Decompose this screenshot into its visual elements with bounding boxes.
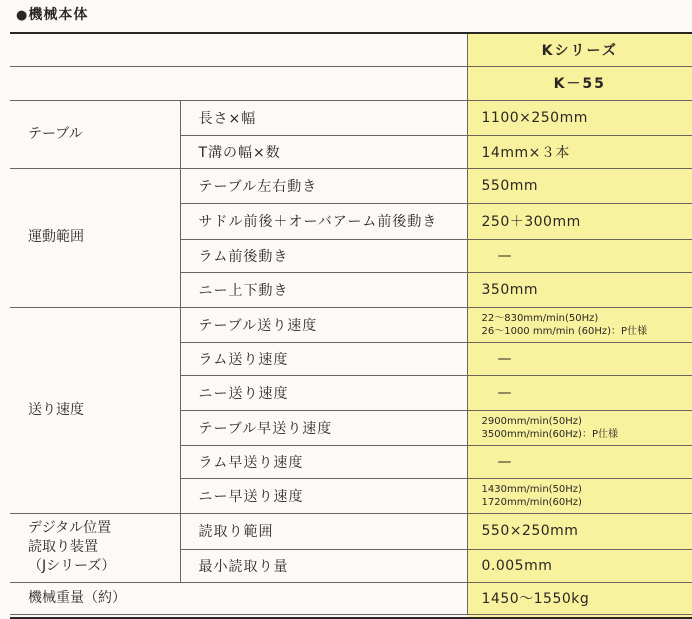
item-value: 14mm×３本 xyxy=(467,135,692,168)
category-label: （Jシリーズ） xyxy=(28,558,116,574)
item-label: ラム送り速度 xyxy=(180,342,467,375)
category-label: 運動範囲 xyxy=(28,229,84,245)
item-label: ニー上下動き xyxy=(180,272,467,307)
section-title: 機械本体 xyxy=(28,7,89,23)
item-value: 250＋300mm xyxy=(467,203,692,239)
item-label: ラム早送り速度 xyxy=(180,445,467,478)
item-label: テーブル送り速度 xyxy=(180,307,467,342)
value-line: 3500mm/min(60Hz)：P仕様 xyxy=(481,428,618,440)
item-label: テーブル左右動き xyxy=(180,168,467,203)
value-line: 2900mm/min(50Hz) xyxy=(481,415,582,427)
category-cell xyxy=(10,100,180,168)
item-value: 550×250mm xyxy=(467,513,692,549)
category-cell xyxy=(10,168,180,307)
value-line: 1430mm/min(50Hz) xyxy=(481,483,582,495)
item-value: 350mm xyxy=(467,272,692,307)
item-value: 1100×250mm xyxy=(467,100,692,135)
category-label: 読取り装置 xyxy=(28,539,98,555)
header-blank xyxy=(180,34,467,66)
item-label: 最小読取り量 xyxy=(180,549,467,582)
weight-row xyxy=(10,582,692,614)
value-line: 1720mm/min(60Hz) xyxy=(481,496,582,508)
category-label: デジタル位置 xyxy=(28,520,112,536)
item-value: — xyxy=(467,239,692,272)
spec-row xyxy=(10,100,692,135)
header-blank xyxy=(10,66,180,100)
item-value xyxy=(467,307,692,342)
item-label: ニー送り速度 xyxy=(180,375,467,410)
category-label: 送り速度 xyxy=(28,401,84,418)
item-value: 0.005mm xyxy=(467,549,692,582)
value-line: 22～830mm/min(50Hz) xyxy=(481,312,599,324)
item-value: — xyxy=(467,445,692,478)
weight-value: 1450～1550kg xyxy=(467,582,692,614)
spec-table xyxy=(10,34,692,615)
item-label: ニー早送り速度 xyxy=(180,478,467,513)
item-label: ラム前後動き xyxy=(180,239,467,272)
spec-row xyxy=(10,168,692,203)
section-heading xyxy=(16,4,88,24)
item-label: サドル前後＋オーバアーム前後動き xyxy=(180,203,467,239)
item-value: — xyxy=(467,375,692,410)
item-label: テーブル早送り速度 xyxy=(180,410,467,445)
item-value xyxy=(467,478,692,513)
category-cell xyxy=(10,513,180,582)
spec-row xyxy=(10,307,692,342)
header-blank xyxy=(10,34,180,66)
item-label: 読取り範囲 xyxy=(180,513,467,549)
item-value: 550mm xyxy=(467,168,692,203)
category-label: テーブル xyxy=(28,125,83,142)
category-cell xyxy=(10,307,180,513)
model-header: K－55 xyxy=(467,66,692,100)
item-label: T溝の幅×数 xyxy=(180,135,467,168)
header-blank xyxy=(180,66,467,100)
item-value xyxy=(467,410,692,445)
value-line: 26～1000 mm/min (60Hz)：P仕様 xyxy=(481,325,648,337)
header-row-model xyxy=(10,66,692,100)
weight-label: 機械重量（約） xyxy=(10,582,467,614)
item-label: 長さ×幅 xyxy=(180,100,467,135)
bullet-icon: ● xyxy=(16,8,29,23)
header-row-series xyxy=(10,34,692,66)
series-header: Kシリーズ xyxy=(467,34,692,66)
item-value: — xyxy=(467,342,692,375)
spec-body xyxy=(10,100,692,582)
spec-row xyxy=(10,513,692,549)
